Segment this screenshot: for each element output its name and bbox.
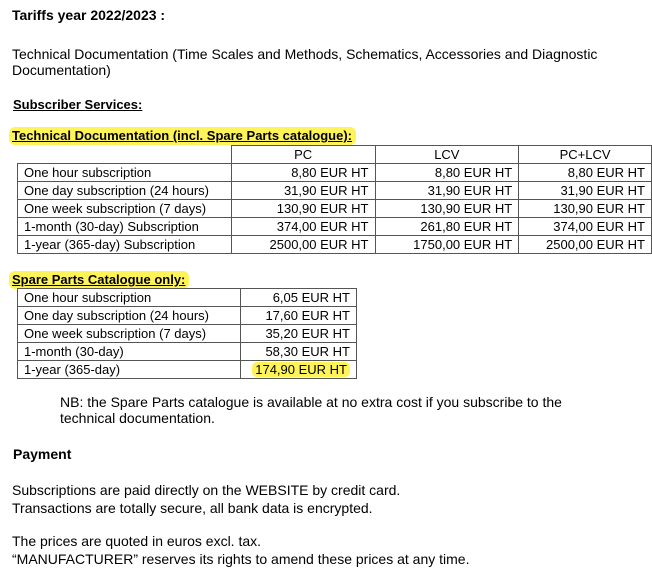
column-header-pc: PC	[231, 146, 375, 164]
price-cell: 31,90 EUR HT	[231, 182, 375, 200]
spare-parts-heading	[12, 272, 189, 287]
technical-documentation-heading	[12, 128, 356, 143]
row-label: One day subscription (24 hours)	[18, 307, 241, 325]
row-label: One hour subscription	[18, 289, 241, 307]
table-header-row	[18, 146, 652, 164]
row-label: 1-month (30-day)	[18, 343, 241, 361]
price-cell: 130,90 EUR HT	[519, 200, 652, 218]
price-line: The prices are quoted in euros excl. tax.	[12, 533, 262, 549]
price-cell: 130,90 EUR HT	[375, 200, 519, 218]
price-cell: 31,90 EUR HT	[519, 182, 652, 200]
payment-line: Transactions are totally secure, all bank data is encrypted.	[12, 500, 373, 516]
table-row	[18, 343, 357, 361]
price-cell: 374,00 EUR HT	[231, 218, 375, 236]
column-header-lcv: LCV	[375, 146, 519, 164]
payment-line: Subscriptions are paid directly on the WEBSITE by credit card.	[12, 482, 401, 498]
table-row	[18, 289, 357, 307]
price-cell: 8,80 EUR HT	[231, 164, 375, 182]
page-title: Tariffs year 2022/2023 :	[12, 7, 166, 23]
price-cell: 261,80 EUR HT	[375, 218, 519, 236]
price-line: “MANUFACTURER” reserves its rights to amend these prices at any time.	[12, 551, 470, 567]
table-row	[18, 236, 652, 254]
price-cell: 58,30 EUR HT	[241, 343, 357, 361]
table-row	[18, 361, 357, 379]
row-label: 1-month (30-day) Subscription	[18, 218, 232, 236]
price-cell: 1750,00 EUR HT	[375, 236, 519, 254]
technical-documentation-heading-text: Technical Documentation (incl. Spare Parts catalogue):	[9, 127, 356, 145]
table-row	[18, 325, 357, 343]
technical-documentation-table	[17, 145, 652, 254]
price-cell: 31,90 EUR HT	[375, 182, 519, 200]
table-row	[18, 182, 652, 200]
payment-text	[12, 481, 400, 517]
price-cell: 8,80 EUR HT	[375, 164, 519, 182]
table-row	[18, 200, 652, 218]
row-label: One day subscription (24 hours)	[18, 182, 232, 200]
spare-parts-heading-text: Spare Parts Catalogue only:	[9, 271, 189, 289]
price-cell: 2500,00 EUR HT	[231, 236, 375, 254]
price-cell: 8,80 EUR HT	[519, 164, 652, 182]
price-cell: 6,05 EUR HT	[241, 289, 357, 307]
table-row	[18, 218, 652, 236]
highlighted-price-cell	[241, 361, 357, 379]
row-label: One week subscription (7 days)	[18, 200, 232, 218]
table-corner	[18, 146, 232, 164]
spare-parts-table	[17, 288, 357, 379]
row-label: One week subscription (7 days)	[18, 325, 241, 343]
price-cell: 35,20 EUR HT	[241, 325, 357, 343]
intro-text: Technical Documentation (Time Scales and Methods, Schematics, Accessories and Diagnostic Documentation)	[12, 46, 598, 78]
highlighted-price: 174,90 EUR HT	[252, 362, 350, 377]
subscriber-services-heading: Subscriber Services:	[13, 97, 143, 112]
row-label: One hour subscription	[18, 164, 232, 182]
price-notice	[12, 532, 469, 568]
table-row	[18, 164, 652, 182]
price-cell: 2500,00 EUR HT	[519, 236, 652, 254]
payment-heading: Payment	[13, 446, 72, 462]
price-cell: 374,00 EUR HT	[519, 218, 652, 236]
table-row	[18, 307, 357, 325]
price-cell: 130,90 EUR HT	[231, 200, 375, 218]
nb-note: NB: the Spare Parts catalogue is available at no extra cost if you subscribe to the technical documentation.	[60, 394, 562, 426]
column-header-pc-lcv: PC+LCV	[519, 146, 652, 164]
row-label: 1-year (365-day)	[18, 361, 241, 379]
price-cell: 17,60 EUR HT	[241, 307, 357, 325]
row-label: 1-year (365-day) Subscription	[18, 236, 232, 254]
